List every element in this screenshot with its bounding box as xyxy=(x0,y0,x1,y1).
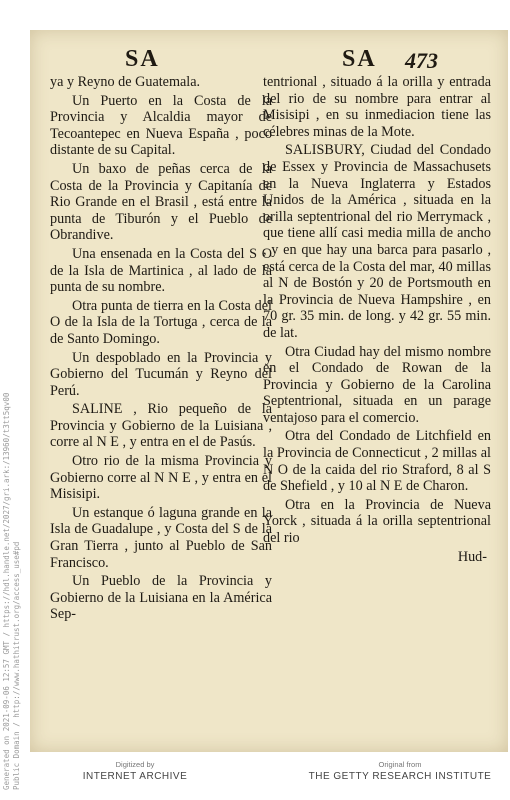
digitized-by-label: Digitized by xyxy=(115,760,155,769)
paragraph: Un Puerto en la Costa de la Provincia y Alcaldia mayor de Tecoantepec en Nueva España , poco distante de su Capital. xyxy=(50,92,272,159)
watermark-line-1: Generated on 2021-09-06 12:57 GMT / https://hdl.handle.net/2027/gri.ark:/13960/t3tt5qv00 xyxy=(2,392,11,790)
hathitrust-watermark xyxy=(2,330,24,790)
paragraph: tentrional , situado á la orilla y entrada del rio de su nombre para entrar al Misisipi , en su inmediacion tiene las célebres minas de la Mote. xyxy=(263,74,491,140)
paragraph: Un Pueblo de la Provincia y Gobierno de la Luisiana en la América Sep- xyxy=(50,573,272,623)
paragraph: ya y Reyno de Guatemala. xyxy=(50,74,201,90)
running-head-right: SA xyxy=(342,46,377,72)
paragraph: SALISBURY, Ciudad del Condado de Essex y Provincia de Massachusets en la Nueva Inglaterra y Estados Unidos de la América , situada en la orilla septentrional del rio Merrymack , que tiene allí casi media milla de ancho , y en que hay una barca para pasarlo , está cerca de la Costa del mar, 40 millas al N de Bostón y 20 de Portsmouth en la Provincia de Nueva Hampshire , en 70 gr. 35 min. de long. y 42 gr. 55 min. de lat. xyxy=(263,142,491,341)
running-head-left: SA xyxy=(125,46,160,72)
original-from-label: Original from xyxy=(378,760,422,769)
paragraph: Otra punta de tierra en la Costa del O de la Isla de la Tortuga , cerca de la de Santo Domingo. xyxy=(50,297,272,347)
catchword: Hud- xyxy=(457,548,487,565)
right-column xyxy=(263,74,491,565)
paragraph: Otra Ciudad hay del mismo nombre en el Condado de Rowan de la Provincia y Gobierno de la Carolina Septentrional, situada en un parage ventajoso para el comercio. xyxy=(263,343,491,426)
book-page xyxy=(30,30,508,752)
paragraph: Otra del Condado de Litchfield en la Provincia de Connecticut , 2 millas al N O de la caida del rio Straford, 8 al S de Shefield , y 10 al N E de Charon. xyxy=(263,428,491,495)
paragraph: Un estanque ó laguna grande en la Isla de Guadalupe , y Costa del S de la Gran Tierra , junto al Pueblo de San Francisco. xyxy=(50,504,272,571)
paragraph: Un despoblado en la Provincia y Gobierno del Tucumán y Reyno del Perú. xyxy=(50,349,272,399)
digitizer-credit xyxy=(60,760,210,784)
page-number: 473 xyxy=(405,48,438,73)
paragraph: Otra en la Provincia de Nueva Yorck , situada á la orilla septentrional del rio xyxy=(263,496,491,547)
getty-label: THE GETTY RESEARCH INSTITUTE xyxy=(308,771,492,782)
left-column xyxy=(50,74,272,625)
watermark-line-2: Public Domain / http://www.hathitrust.org/access_use#pd xyxy=(12,541,21,790)
paragraph: SALINE , Rio pequeño de la Provincia y Gobierno de la Luisiana , corre al N E , y entra en el de Pasús. xyxy=(50,401,272,451)
paragraph: Otro rio de la misma Provincia y Gobierno corre al N N E , y entra en el Misisipi. xyxy=(50,453,272,503)
paragraph: Una ensenada en la Costa del S O de la Isla de Martinica , al lado de la punta de su nombre. xyxy=(50,245,272,296)
original-source-credit xyxy=(300,760,500,784)
internet-archive-label: INTERNET ARCHIVE xyxy=(82,771,188,782)
scan-footer xyxy=(0,760,510,800)
paragraph: Un baxo de peñas cerca de la Costa de la Provincia y Capitanía de Rio Grande en el Brasil , está entre la punta de Tiburón y el Pueblo de Obrandive. xyxy=(50,160,272,244)
